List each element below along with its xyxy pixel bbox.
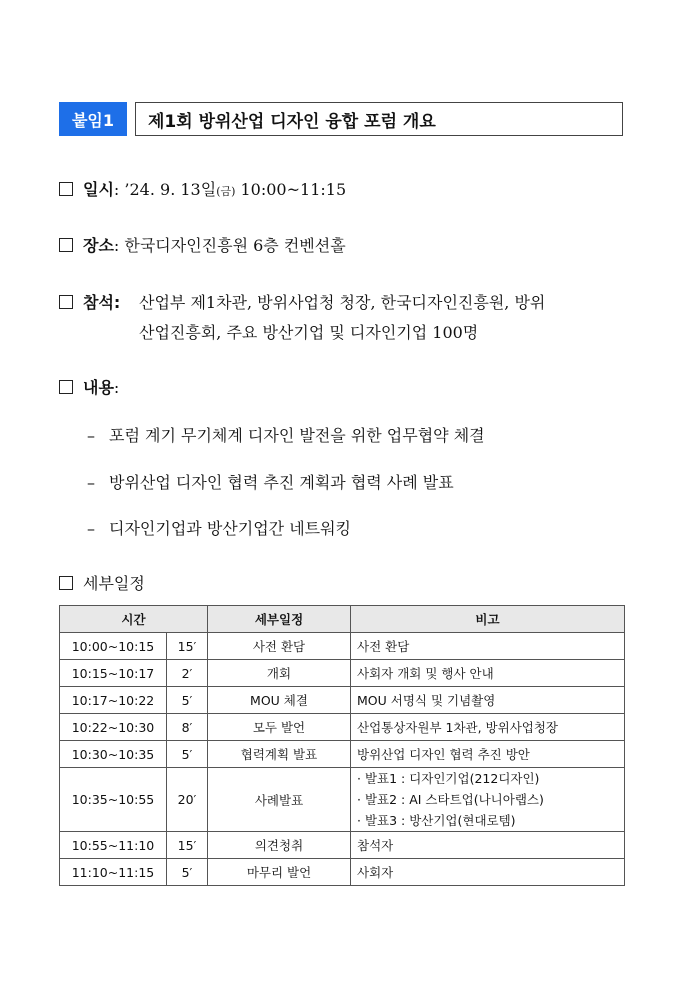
item-date-label: 일시 bbox=[83, 180, 114, 199]
presentation-item: · 발표1 : 디자인기업(212디자인) bbox=[357, 771, 540, 786]
item-place-value: 한국디자인진흥원 6층 컨벤션홀 bbox=[119, 236, 346, 255]
content-bullet bbox=[87, 514, 351, 544]
content-bullet-text: 방위산업 디자인 협력 추진 계획과 협력 사례 발표 bbox=[109, 473, 454, 492]
presentation-item: · 발표3 : 방산기업(현대로템) bbox=[357, 813, 516, 828]
table-row bbox=[60, 768, 625, 832]
checkbox-square-icon bbox=[59, 295, 73, 309]
item-attendees-label: 참석 bbox=[83, 293, 114, 312]
content-bullet-text: 포럼 계기 무기체계 디자인 발전을 위한 업무협약 체결 bbox=[109, 426, 485, 445]
dash-icon: – bbox=[87, 426, 95, 445]
cell-note: 사회자 개회 및 행사 안내 bbox=[351, 660, 625, 687]
cell-detail: 개회 bbox=[208, 660, 351, 687]
cell-detail: 사전 환담 bbox=[208, 633, 351, 660]
item-content-colon: : bbox=[113, 378, 120, 397]
cell-detail: 협력계획 발표 bbox=[208, 741, 351, 768]
cell-duration: 15′ bbox=[167, 633, 208, 660]
table-row bbox=[60, 832, 625, 859]
cell-time: 10:30~10:35 bbox=[60, 741, 167, 768]
header-time: 시간 bbox=[60, 606, 208, 633]
cell-duration: 8′ bbox=[167, 714, 208, 741]
checkbox-square-icon bbox=[59, 182, 73, 196]
cell-detail: MOU 체결 bbox=[208, 687, 351, 714]
title-row bbox=[59, 102, 623, 136]
item-date-colon: : bbox=[113, 180, 120, 199]
table-row bbox=[60, 660, 625, 687]
cell-time: 10:15~10:17 bbox=[60, 660, 167, 687]
cell-time: 10:22~10:30 bbox=[60, 714, 167, 741]
cell-time: 11:10~11:15 bbox=[60, 859, 167, 886]
cell-detail: 모두 발언 bbox=[208, 714, 351, 741]
item-place-label: 장소 bbox=[83, 236, 114, 255]
header-note: 비고 bbox=[351, 606, 625, 633]
checkbox-square-icon bbox=[59, 576, 73, 590]
cell-detail: 사례발표 bbox=[208, 768, 351, 832]
item-attendees-line1: 산업부 제1차관, 방위사업청 청장, 한국디자인진흥원, 방위 bbox=[139, 293, 546, 312]
table-row bbox=[60, 741, 625, 768]
cell-time: 10:00~10:15 bbox=[60, 633, 167, 660]
cell-duration: 5′ bbox=[167, 859, 208, 886]
item-date bbox=[59, 175, 346, 207]
item-date-value: ’24. 9. 13일 bbox=[119, 180, 217, 199]
cell-detail: 마무리 발언 bbox=[208, 859, 351, 886]
item-content bbox=[59, 373, 119, 403]
item-place-colon: : bbox=[113, 236, 120, 255]
cell-time: 10:17~10:22 bbox=[60, 687, 167, 714]
table-row bbox=[60, 859, 625, 886]
checkbox-square-icon bbox=[59, 238, 73, 252]
cell-note-list bbox=[351, 768, 625, 832]
header-detail: 세부일정 bbox=[208, 606, 351, 633]
item-attendees bbox=[59, 288, 120, 318]
item-attendees-colon: : bbox=[113, 293, 121, 312]
presentation-item: · 발표2 : AI 스타트업(나니아랩스) bbox=[357, 792, 544, 807]
cell-duration: 5′ bbox=[167, 741, 208, 768]
cell-time: 10:35~10:55 bbox=[60, 768, 167, 832]
table-row bbox=[60, 687, 625, 714]
content-bullet bbox=[87, 468, 454, 498]
cell-note: 사전 환담 bbox=[351, 633, 625, 660]
schedule-table bbox=[59, 605, 625, 886]
content-bullet bbox=[87, 421, 485, 451]
cell-duration: 2′ bbox=[167, 660, 208, 687]
cell-note: 방위산업 디자인 협력 추진 방안 bbox=[351, 741, 625, 768]
cell-duration: 5′ bbox=[167, 687, 208, 714]
item-schedule bbox=[59, 569, 145, 599]
table-row bbox=[60, 714, 625, 741]
cell-note: MOU 서명식 및 기념촬영 bbox=[351, 687, 625, 714]
item-date-time: 10:00~11:15 bbox=[235, 180, 347, 199]
table-row bbox=[60, 633, 625, 660]
table-header-row bbox=[60, 606, 625, 633]
dash-icon: – bbox=[87, 519, 95, 538]
item-content-label: 내용 bbox=[83, 378, 114, 397]
cell-duration: 20′ bbox=[167, 768, 208, 832]
item-date-weekday: (금) bbox=[216, 185, 236, 198]
item-schedule-label: 세부일정 bbox=[83, 574, 145, 593]
cell-time: 10:55~11:10 bbox=[60, 832, 167, 859]
checkbox-square-icon bbox=[59, 380, 73, 394]
cell-note: 사회자 bbox=[351, 859, 625, 886]
document-title: 제1회 방위산업 디자인 융합 포럼 개요 bbox=[135, 102, 623, 136]
item-place bbox=[59, 231, 346, 261]
content-bullet-text: 디자인기업과 방산기업간 네트워킹 bbox=[109, 519, 352, 538]
cell-detail: 의견청취 bbox=[208, 832, 351, 859]
dash-icon: – bbox=[87, 473, 95, 492]
cell-note: 참석자 bbox=[351, 832, 625, 859]
cell-duration: 15′ bbox=[167, 832, 208, 859]
attachment-badge: 붙임1 bbox=[59, 102, 127, 136]
cell-note: 산업통상자원부 1차관, 방위사업청장 bbox=[351, 714, 625, 741]
item-attendees-line2: 산업진흥회, 주요 방산기업 및 디자인기업 100명 bbox=[139, 323, 479, 342]
